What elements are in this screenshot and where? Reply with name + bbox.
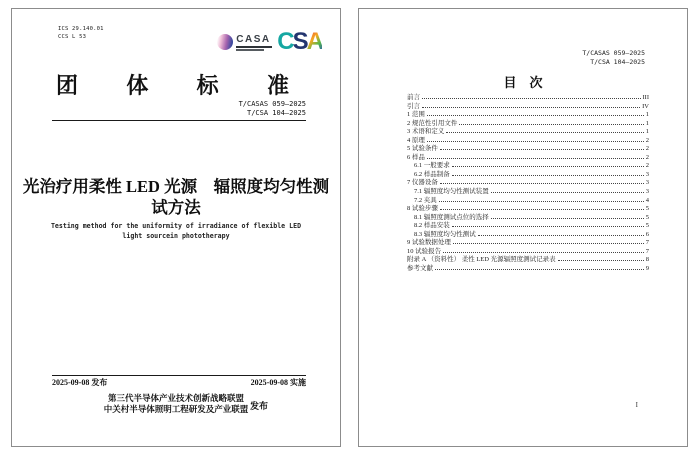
toc-entry-label: 附录 A （资料性） 柔性 LED 光源辐照度测试记录表 bbox=[407, 256, 556, 264]
toc-entry-page: 9 bbox=[645, 264, 649, 272]
toc-leader-dots bbox=[443, 252, 644, 253]
toc-entry-label: 引言 bbox=[407, 102, 420, 110]
standard-number-csa: T/CSA 104—2025 bbox=[246, 109, 306, 117]
document-subtitle-line2: light sourcein phototherapy bbox=[122, 231, 230, 240]
casa-wordmark: CASA bbox=[236, 33, 271, 45]
logo-row bbox=[217, 28, 322, 55]
toc-entry-page: 7 bbox=[645, 239, 649, 247]
toc-leader-dots bbox=[558, 260, 644, 261]
toc-standard-number-csa: T/CSA 104—2025 bbox=[590, 57, 645, 66]
toc-entry[interactable] bbox=[407, 220, 649, 229]
toc-leader-dots bbox=[427, 115, 644, 116]
toc-entry-page: 3 bbox=[645, 179, 649, 187]
footer-rule bbox=[52, 375, 306, 376]
toc-entry[interactable] bbox=[407, 195, 649, 204]
csa-letter-a: A bbox=[306, 28, 322, 55]
ics-codes bbox=[58, 25, 104, 41]
toc-entry-page: 2 bbox=[645, 153, 649, 161]
document-title-line1: 光治疗用柔性 LED 光源 辐照度均匀性测 bbox=[22, 177, 330, 196]
toc-entry-page: 3 bbox=[645, 188, 649, 196]
toc-entry-label: 1 范围 bbox=[407, 111, 425, 119]
toc-leader-dots bbox=[440, 149, 644, 150]
toc-entry-label: 8.3 辐照度均匀性测试 bbox=[414, 230, 476, 238]
toc-entry-page: 2 bbox=[645, 145, 649, 153]
toc-leader-dots bbox=[427, 158, 644, 159]
toc-leader-dots bbox=[459, 124, 643, 125]
toc-leader-dots bbox=[453, 243, 644, 244]
toc-entry-page: 8 bbox=[645, 256, 649, 264]
heading-char: 准 bbox=[266, 73, 289, 98]
toc-entry-label: 10 试验报告 bbox=[407, 247, 442, 255]
toc-leader-dots bbox=[491, 192, 644, 193]
toc-leader-dots bbox=[440, 209, 644, 210]
toc-entry[interactable] bbox=[407, 135, 649, 144]
toc-entry-page: 4 bbox=[645, 196, 649, 204]
toc-entry-label: 5 试验条件 bbox=[407, 145, 438, 153]
toc-entry-page: 5 bbox=[645, 222, 649, 230]
casa-logo bbox=[217, 34, 272, 51]
toc-entry[interactable] bbox=[407, 169, 649, 178]
implementation-date: 2025-09-08 实施 bbox=[250, 378, 306, 387]
csa-letter-s: S bbox=[292, 28, 307, 55]
ics-code-line: ICS 29.140.01 bbox=[58, 26, 104, 32]
toc-leader-dots bbox=[440, 183, 644, 184]
toc-entry-page: 2 bbox=[645, 162, 649, 170]
toc-entry-page: 5 bbox=[645, 213, 649, 221]
toc-entry-page: 1 bbox=[645, 111, 649, 119]
dates-row bbox=[52, 377, 306, 388]
toc-entry-label: 8 试验步骤 bbox=[407, 205, 438, 213]
standard-numbers bbox=[239, 100, 306, 118]
toc-entry-page: 1 bbox=[645, 128, 649, 136]
toc-entry[interactable] bbox=[407, 160, 649, 169]
toc-leader-dots bbox=[452, 166, 644, 167]
toc-standard-numbers bbox=[582, 49, 645, 66]
csa-letter-c: C bbox=[277, 28, 293, 55]
toc-entry-label: 8.1 辐照度测试点位的选择 bbox=[414, 213, 489, 221]
toc-leader-dots bbox=[452, 175, 644, 176]
toc-page bbox=[358, 8, 688, 447]
toc-entry[interactable] bbox=[407, 177, 649, 186]
casa-logo-text-block bbox=[236, 34, 272, 51]
toc-entry-label: 7.1 辐照度均匀性测试装置 bbox=[414, 188, 489, 196]
toc-entry-page: 1 bbox=[645, 119, 649, 127]
heading-char: 标 bbox=[196, 73, 219, 98]
toc-entry-page: 3 bbox=[645, 170, 649, 178]
toc-entry[interactable] bbox=[407, 109, 649, 118]
heading-char: 团 bbox=[56, 73, 79, 98]
toc-entry-label: 6.2 样品制备 bbox=[414, 170, 450, 178]
toc-standard-number-casas: T/CASAS 059—2025 bbox=[582, 49, 645, 57]
toc-entry-page: IV bbox=[642, 102, 649, 110]
cover-page bbox=[11, 8, 341, 447]
ccs-code-line: CCS L 53 bbox=[58, 34, 87, 40]
header-rule bbox=[52, 120, 306, 121]
toc-entry[interactable] bbox=[407, 92, 649, 101]
standard-type-heading bbox=[56, 69, 289, 100]
toc-entry-label: 7.2 夹具 bbox=[414, 196, 437, 204]
toc-entry[interactable] bbox=[407, 118, 649, 127]
casa-subtext-bar2 bbox=[236, 49, 264, 51]
issue-date: 2025-09-08 发布 bbox=[52, 378, 108, 387]
toc-leader-dots bbox=[435, 269, 644, 270]
toc-entry[interactable] bbox=[407, 237, 649, 246]
document-subtitle-english bbox=[22, 222, 330, 241]
toc-leader-dots bbox=[478, 235, 644, 236]
publisher-line1: 第三代半导体产业技术创新战略联盟 bbox=[107, 393, 244, 403]
toc-leader-dots bbox=[422, 98, 641, 99]
toc-entry[interactable] bbox=[407, 101, 649, 110]
document-subtitle-line1: Testing method for the uniformity of irradiance of flexible LED bbox=[50, 222, 302, 230]
toc-heading: 目 次 bbox=[503, 75, 543, 90]
toc-entry-page: 7 bbox=[645, 247, 649, 255]
toc-entry-page: III bbox=[642, 94, 649, 101]
toc-entry[interactable] bbox=[407, 246, 649, 255]
toc-entry[interactable] bbox=[407, 186, 649, 195]
toc-entry-label: 2 规范性引用文件 bbox=[407, 119, 458, 127]
document-title bbox=[22, 176, 330, 218]
casa-subtext-bar bbox=[236, 46, 272, 49]
toc-leader-dots bbox=[446, 132, 643, 133]
toc-entry-page: 6 bbox=[645, 230, 649, 238]
publish-label: 发布 bbox=[249, 401, 268, 411]
toc-entry-label: 6.1 一般要求 bbox=[414, 162, 450, 170]
toc-entry-label: 6 样品 bbox=[407, 153, 425, 161]
toc-entry[interactable] bbox=[407, 254, 649, 263]
casa-sphere-icon bbox=[217, 34, 233, 50]
toc-entry[interactable] bbox=[407, 229, 649, 238]
document-title-line2: 试方法 bbox=[151, 198, 201, 217]
publisher-line2: 中关村半导体照明工程研发及产业联盟 bbox=[103, 404, 249, 414]
toc-entry[interactable] bbox=[407, 263, 649, 272]
toc-entry-page: 5 bbox=[645, 205, 649, 213]
toc-entry[interactable] bbox=[407, 203, 649, 212]
toc-leader-dots bbox=[491, 218, 644, 219]
toc-entry-label: 3 术语和定义 bbox=[407, 128, 445, 136]
toc-entry[interactable] bbox=[407, 152, 649, 161]
toc-entry-page: 2 bbox=[645, 136, 649, 144]
toc-entry[interactable] bbox=[407, 212, 649, 221]
toc-leader-dots bbox=[422, 107, 640, 108]
toc-leader-dots bbox=[452, 226, 644, 227]
heading-char: 体 bbox=[126, 73, 149, 98]
toc-entry-label: 参考文献 bbox=[407, 264, 433, 272]
toc-entry[interactable] bbox=[407, 126, 649, 135]
toc-entry-label: 7 仪器设备 bbox=[407, 179, 438, 187]
toc-leader-dots bbox=[439, 201, 644, 202]
toc-entry-label: 9 试验数据处理 bbox=[407, 239, 451, 247]
toc-entry-label: 前言 bbox=[407, 94, 420, 101]
toc-entry-label: 8.2 样品安装 bbox=[414, 222, 450, 230]
toc-entry[interactable] bbox=[407, 143, 649, 152]
csa-logo bbox=[277, 28, 322, 55]
publisher-block bbox=[12, 393, 340, 415]
toc-list bbox=[407, 92, 649, 271]
toc-leader-dots bbox=[427, 141, 644, 142]
page-number: I bbox=[635, 401, 638, 409]
standard-number-casas: T/CASAS 059—2025 bbox=[238, 100, 306, 108]
toc-entry-label: 4 原理 bbox=[407, 136, 425, 144]
